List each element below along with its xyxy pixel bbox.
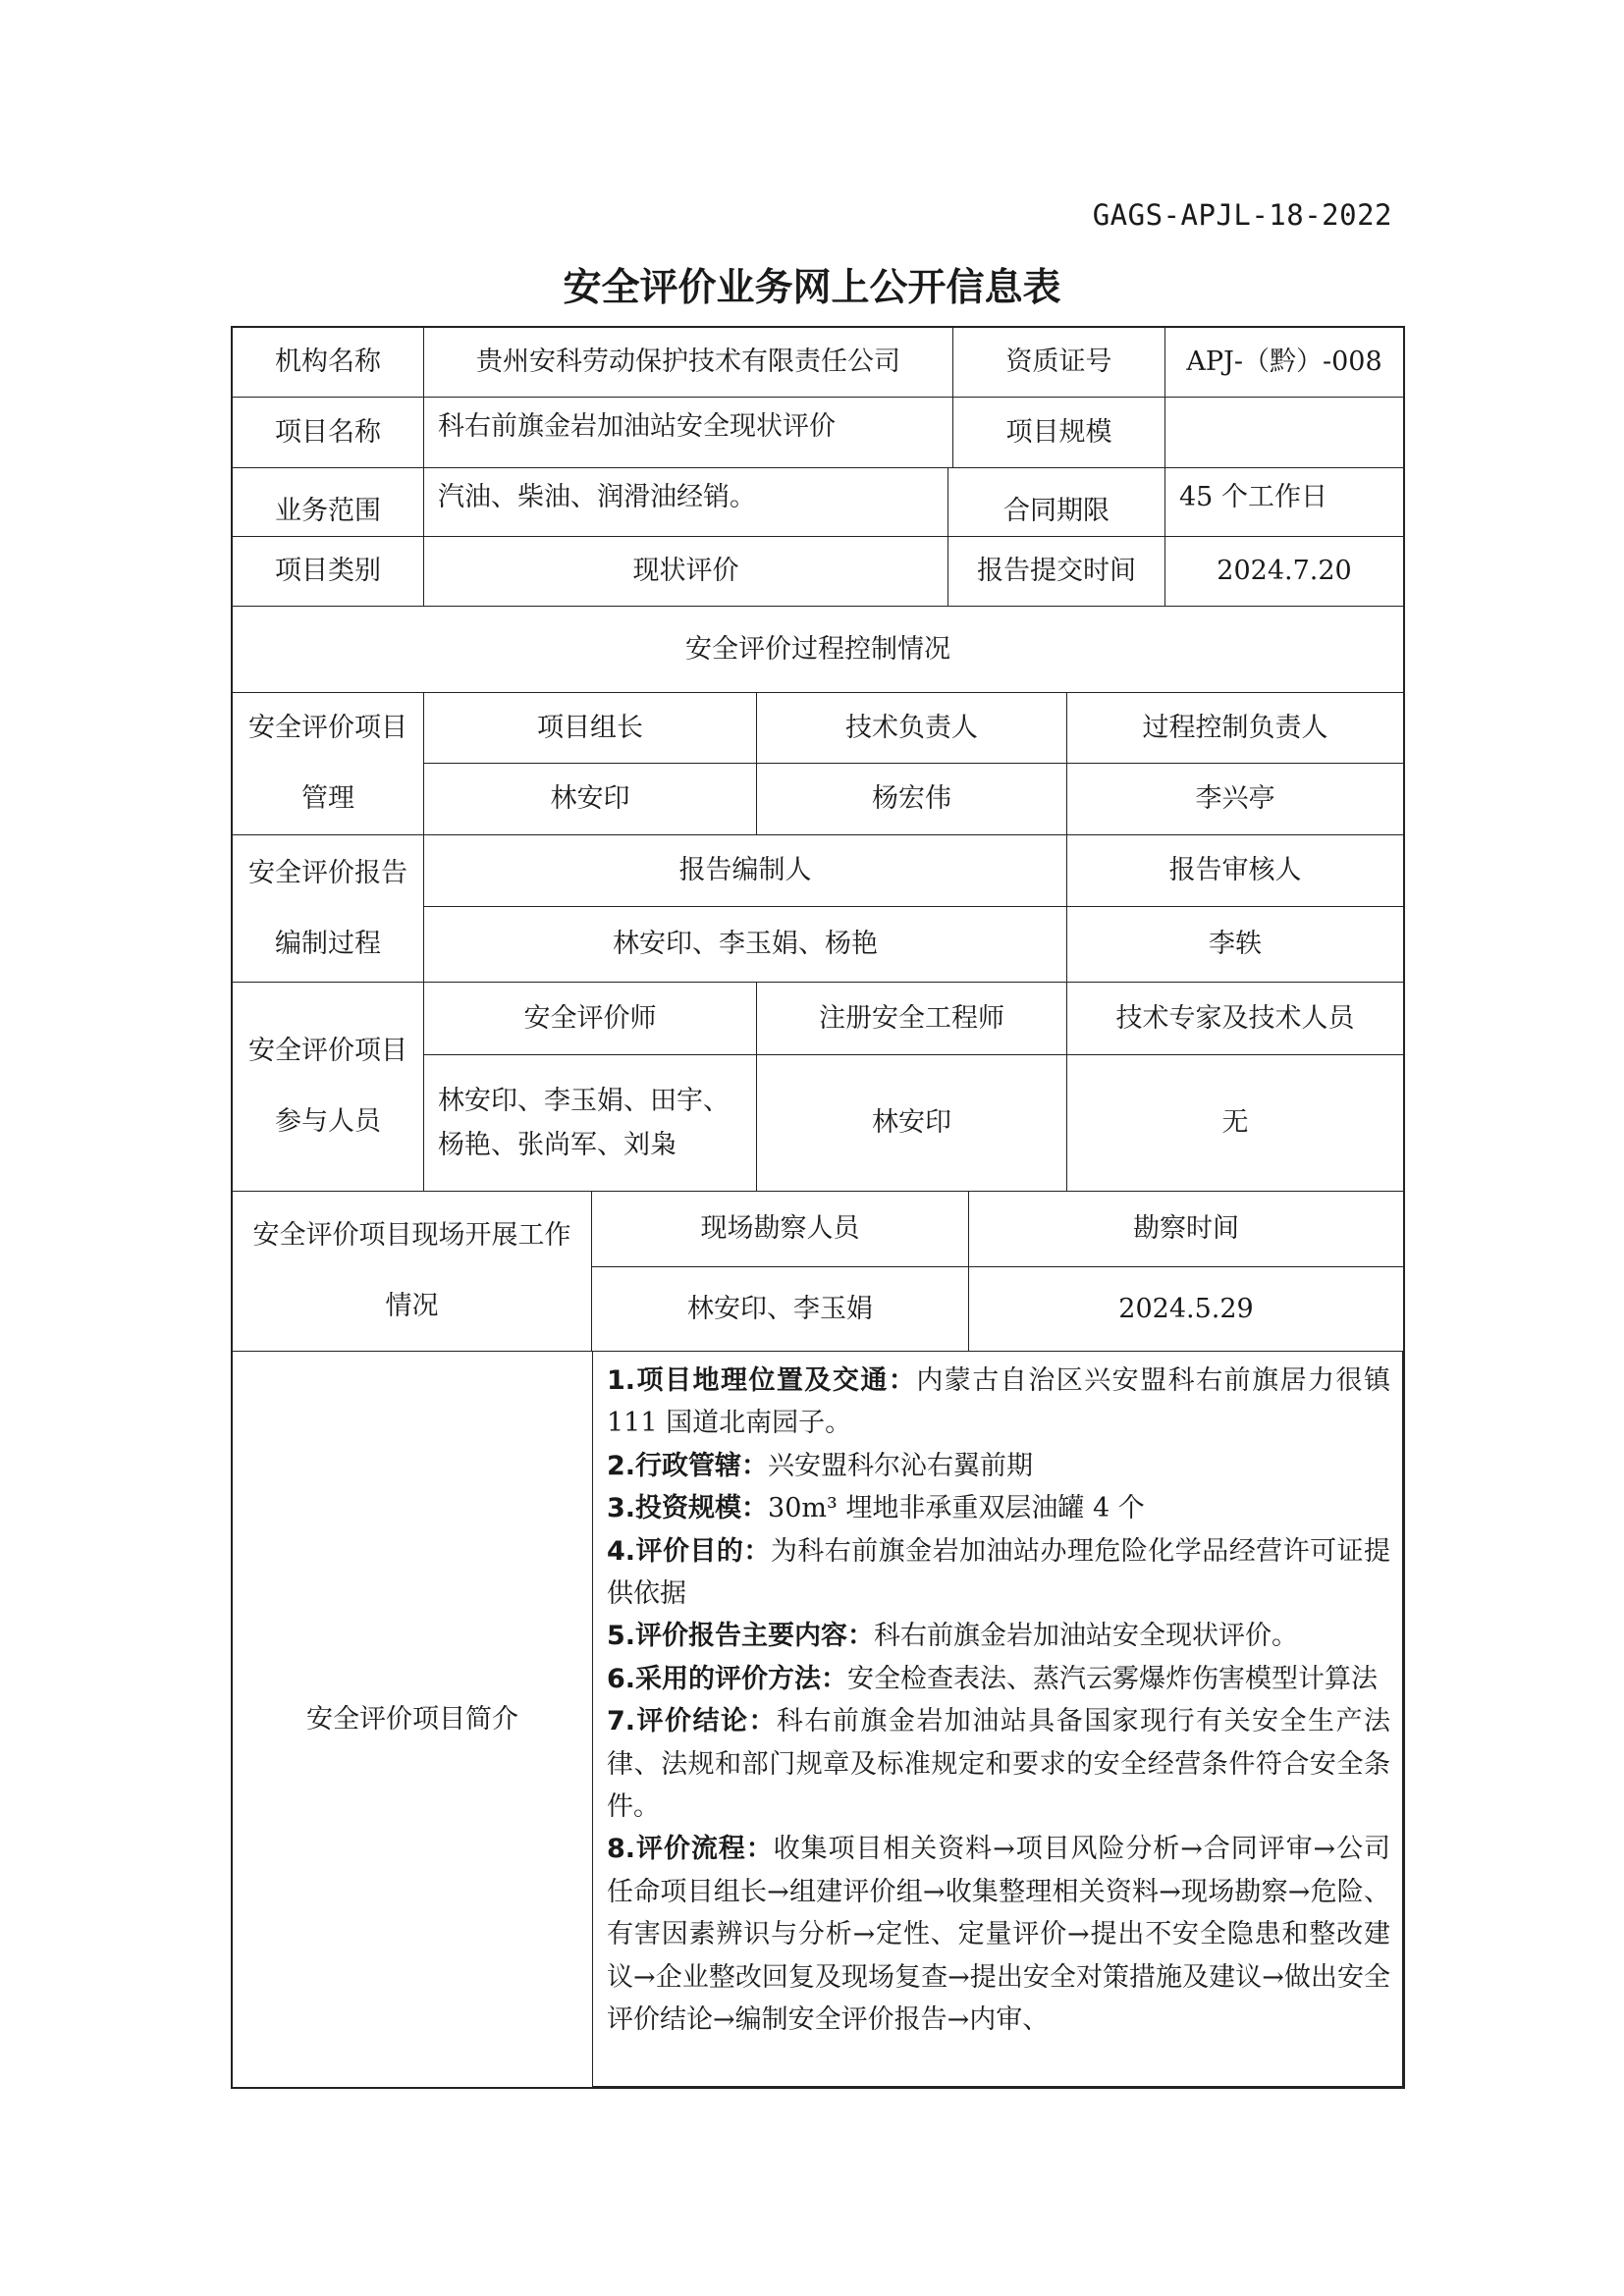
- contract-period-value: 45 个工作日: [1164, 467, 1404, 537]
- business-scope-value: 汽油、柴油、润滑油经销。: [423, 467, 948, 537]
- summary-item-text: 科右前旗金岩加油站安全现状评价。: [874, 1621, 1299, 1652]
- summary-item-title: 3.投资规模：: [607, 1493, 769, 1524]
- summary-item: [607, 1700, 1390, 1828]
- summary-item-text: 为科右前旗金岩加油站办理危险化学品经营许可证提供依据: [607, 1535, 1391, 1610]
- document-code: GAGS-APJL-18-2022: [1092, 198, 1392, 232]
- project-name-label: 项目名称: [232, 397, 424, 468]
- summary-item-title: 5.评价报告主要内容：: [607, 1621, 875, 1652]
- business-scope-label: 业务范围: [232, 467, 424, 537]
- cert-number-value: APJ-（黔）-008: [1164, 327, 1404, 398]
- project-scale-value: [1164, 397, 1404, 468]
- summary-item: [607, 1828, 1390, 2041]
- site-surveyor-label: 现场勘察人员: [591, 1191, 969, 1267]
- project-participants-label: 安全评价项目参与人员: [232, 982, 424, 1192]
- site-work-label: 安全评价项目现场开展工作情况: [232, 1191, 592, 1352]
- summary-item-title: 6.采用的评价方法：: [607, 1663, 848, 1694]
- process-control-lead-value: 李兴亭: [1066, 763, 1404, 835]
- org-name-label: 机构名称: [232, 327, 424, 398]
- registered-engineer-value: 林安印: [756, 1054, 1067, 1192]
- tech-lead-label: 技术负责人: [756, 692, 1067, 764]
- project-category-value: 现状评价: [423, 536, 948, 607]
- survey-time-value: 2024.5.29: [968, 1266, 1404, 1352]
- project-category-label: 项目类别: [232, 536, 424, 607]
- summary-item: [607, 1360, 1390, 1445]
- summary-item-title: 2.行政管辖：: [607, 1450, 769, 1481]
- report-compiler-label: 报告编制人: [423, 834, 1067, 907]
- process-control-header: 安全评价过程控制情况: [232, 606, 1404, 693]
- technical-experts-value: 无: [1066, 1054, 1404, 1192]
- safety-evaluators-value: 林安印、李玉娟、田宇、杨艳、张尚军、刘枭: [423, 1054, 757, 1192]
- report-compilers-value: 林安印、李玉娟、杨艳: [423, 906, 1067, 983]
- summary-item: [607, 1615, 1390, 1657]
- summary-item-title: 1.项目地理位置及交通：: [607, 1365, 917, 1396]
- report-submit-time-label: 报告提交时间: [947, 536, 1165, 607]
- summary-item-text: 兴安盟科尔沁右翼前期: [768, 1450, 1034, 1481]
- summary-item-title: 4.评价目的：: [607, 1535, 771, 1567]
- report-compilation-label: 安全评价报告编制过程: [232, 834, 424, 983]
- summary-item-text: 安全检查表法、蒸汽云雾爆炸伤害模型计算法: [847, 1663, 1379, 1694]
- contract-period-label: 合同期限: [947, 467, 1165, 537]
- summary-item: [607, 1445, 1390, 1487]
- summary-item-text: 30m³ 埋地非承重双层油罐 4 个: [768, 1493, 1145, 1524]
- summary-item-title: 7.评价结论：: [607, 1706, 777, 1737]
- summary-item-text: 收集项目相关资料→项目风险分析→合同评审→公司任命项目组长→组建评价组→收集整理相关资料→现场勘察→危险、有害因素辨识与分析→定性、定量评价→提出不安全隐患和整改建议→企业整改回复及现场复查→提出安全对策措施及建议→做出安全评价结论→编制安全评价报告→内审、: [607, 1834, 1390, 2036]
- project-scale-label: 项目规模: [952, 397, 1165, 468]
- summary-item-title: 8.评价流程：: [607, 1834, 774, 1865]
- registered-engineer-label: 注册安全工程师: [756, 982, 1067, 1055]
- project-management-label: 安全评价项目管理: [232, 692, 424, 835]
- summary-item: [607, 1658, 1390, 1700]
- safety-evaluator-label: 安全评价师: [423, 982, 757, 1055]
- summary-item-text: 科右前旗金岩加油站具备国家现行有关安全生产法律、法规和部门规章及标准规定和要求的安全经营条件符合安全条件。: [607, 1706, 1390, 1823]
- org-name-value: 贵州安科劳动保护技术有限责任公司: [423, 327, 953, 398]
- cert-number-label: 资质证号: [952, 327, 1165, 398]
- tech-lead-value: 杨宏伟: [756, 763, 1067, 835]
- summary-item-text: 内蒙古自治区兴安盟科右前旗居力很镇 111 国道北南园子。: [607, 1365, 1391, 1439]
- technical-experts-label: 技术专家及技术人员: [1066, 982, 1404, 1055]
- report-reviewer-value: 李轶: [1066, 906, 1404, 983]
- project-leader-label: 项目组长: [423, 692, 757, 764]
- project-leader-value: 林安印: [423, 763, 757, 835]
- report-reviewer-label: 报告审核人: [1066, 834, 1404, 907]
- summary-item: [607, 1487, 1390, 1529]
- project-summary-label: 安全评价项目简介: [232, 1351, 593, 2088]
- page-title: 安全评价业务网上公开信息表: [563, 266, 1061, 310]
- survey-time-label: 勘察时间: [968, 1191, 1404, 1267]
- project-name-value: 科右前旗金岩加油站安全现状评价: [423, 397, 953, 468]
- site-surveyors-value: 林安印、李玉娟: [591, 1266, 969, 1352]
- process-control-lead-label: 过程控制负责人: [1066, 692, 1404, 764]
- report-submit-time-value: 2024.7.20: [1164, 536, 1404, 607]
- project-summary-content: [592, 1351, 1403, 2087]
- summary-item: [607, 1530, 1390, 1616]
